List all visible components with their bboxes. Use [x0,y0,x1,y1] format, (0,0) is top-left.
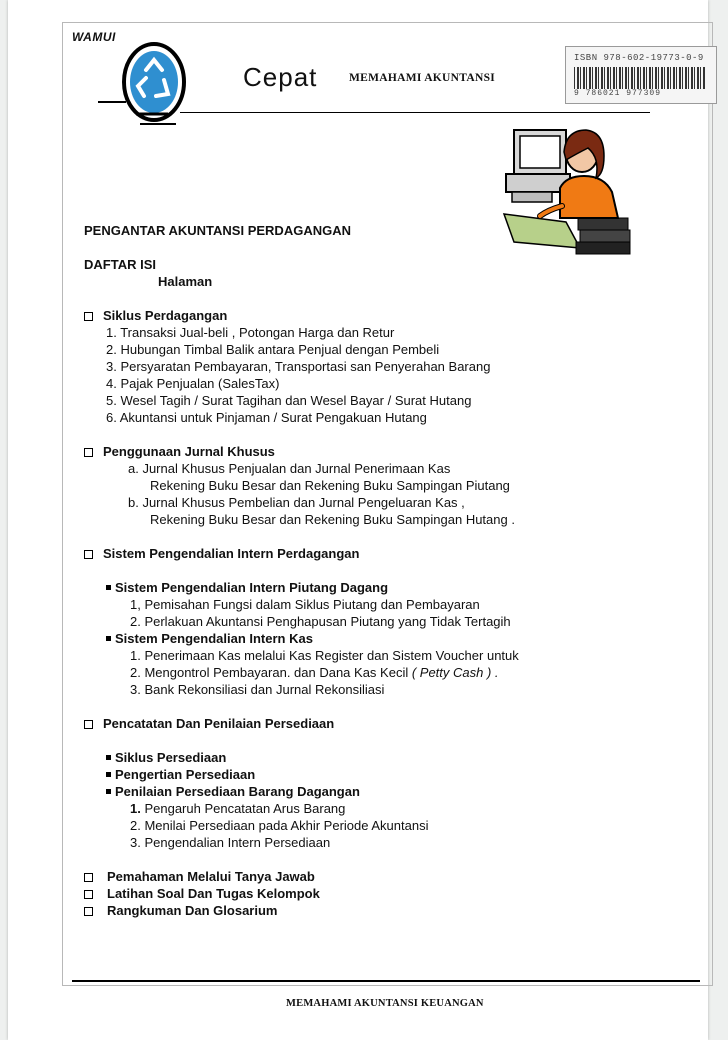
section-rangkuman: Rangkuman Dan Glosarium [84,902,684,919]
logo-underline-left [98,101,126,103]
subsection-item: Pengertian Persediaan [84,766,684,783]
section-heading: Sistem Pengendalian Intern Perdagangan [103,546,360,561]
subsection-heading: Sistem Pengendalian Intern Piutang Dagang [115,580,389,595]
checkbox-icon [84,550,93,559]
header-divider [180,112,650,113]
checkbox-icon [84,907,93,916]
petty-cash-note: ( Petty Cash ) . [411,665,499,680]
list-item: b. Jurnal Khusus Pembelian dan Jurnal Pengeluaran Kas , [128,495,465,510]
footer-divider [72,980,700,982]
list-item: 5. Wesel Tagih / Surat Tagihan dan Wesel Bayar / Surat Hutang [106,393,472,408]
isbn-barcode [565,46,717,104]
recycle-icon [96,36,192,128]
list-item: 3. Persyaratan Pembayaran, Transportasi san Penyerahan Barang [106,359,491,374]
list-item: 3. Pengendalian Intern Persediaan [130,835,331,850]
checkbox-icon [84,448,93,457]
list-item: 4. Pajak Penjualan (SalesTax) [106,376,280,391]
section-latihan-soal: Latihan Soal Dan Tugas Kelompok [84,885,684,902]
bullet-icon [106,789,111,794]
isbn-label: ISBN 978-602-19773-0-9 [574,53,704,63]
bullet-icon [106,636,111,641]
isbn-number: 9 786021 977309 [574,89,662,98]
section-persediaan [84,715,684,732]
section-jurnal-khusus [84,443,684,460]
list-item: 2. Perlakuan Akuntansi Penghapusan Piutang yang Tidak Tertagih [130,614,511,629]
list-item: 2. Hubungan Timbal Balik antara Penjual dengan Pembeli [106,342,440,357]
list-item: 3. Bank Rekonsiliasi dan Jurnal Rekonsiliasi [130,682,385,697]
list-item: 1. Transaksi Jual-beli , Potongan Harga dan Retur [106,325,395,340]
list-item: 6. Akuntansi untuk Pinjaman / Surat Pengakuan Hutang [106,410,427,425]
table-of-contents [84,222,684,919]
bullet-icon [106,772,111,777]
list-item: 2. Mengontrol Pembayaran. dan Dana Kas Kecil ( Petty Cash ) . [130,665,499,680]
checkbox-icon [84,312,93,321]
section-siklus-perdagangan [84,307,684,324]
list-item: a. Jurnal Khusus Penjualan dan Jurnal Penerimaan Kas [128,461,451,476]
checkbox-icon [84,890,93,899]
section-pengendalian-intern [84,545,684,562]
subsection-piutang [84,579,684,596]
list-item: 1, Pemisahan Fungsi dalam Siklus Piutang dan Pembayaran [130,597,480,612]
subsection-kas [84,630,684,647]
section-heading: Penggunaan Jurnal Khusus [103,444,275,459]
list-item: Rekening Buku Besar dan Rekening Buku Sampingan Hutang . [150,512,515,527]
subsection-heading: Sistem Pengendalian Intern Kas [115,631,313,646]
section-heading: Pencatatan Dan Penilaian Persediaan [103,716,335,731]
toc-label: DAFTAR ISI [84,257,156,272]
section-heading: Siklus Perdagangan [103,308,228,323]
page-column-label: Halaman [158,274,213,289]
bullet-icon [106,585,111,590]
barcode-icon [574,67,706,89]
recycle-logo [96,36,192,128]
logo-underline-right [140,123,176,125]
footer-text: MEMAHAMI AKUNTANSI KEUANGAN [286,998,484,1009]
header-tag: WAMUI [72,30,116,44]
section-tanya-jawab: Pemahaman Melalui Tanya Jawab [84,868,684,885]
subsection-item: Siklus Persediaan [84,749,684,766]
header-subtitle: MEMAHAMI AKUNTANSI [349,72,496,84]
document-title: PENGANTAR AKUNTANSI PERDAGANGAN [84,223,351,238]
checkbox-icon [84,873,93,882]
list-item: 1. Penerimaan Kas melalui Kas Register dan Sistem Voucher untuk [130,648,519,663]
subsection-item: Penilaian Persediaan Barang Dagangan [84,783,684,800]
list-item: 2. Menilai Persediaan pada Akhir Periode Akuntansi [130,818,429,833]
list-item: Rekening Buku Besar dan Rekening Buku Sampingan Piutang [150,478,510,493]
list-item: 1. Pengaruh Pencatatan Arus Barang [130,801,346,816]
brand-title: Cepat [243,62,318,92]
bullet-icon [106,755,111,760]
checkbox-icon [84,720,93,729]
